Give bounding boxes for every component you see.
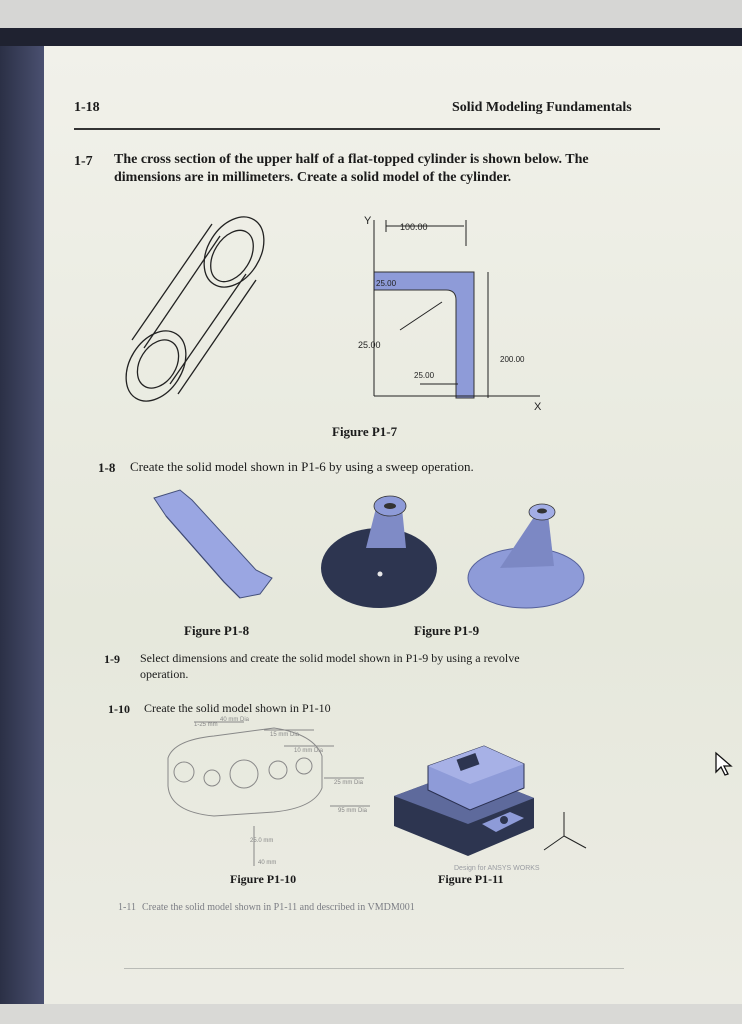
problem-number: 1-7 xyxy=(74,154,93,169)
dimension-label: 25.00 xyxy=(414,371,435,380)
dimension-label: 15 mm Dia xyxy=(270,732,300,738)
figure-caption: Figure P1-7 xyxy=(332,424,398,439)
dimension-label: 95 mm Dia xyxy=(338,808,368,814)
problem-text: Create the solid model shown in P1-10 xyxy=(144,701,331,715)
dimension-label: 100.00 xyxy=(400,222,428,232)
dimension-label: 25.00 xyxy=(358,340,381,350)
mouse-pointer-icon xyxy=(712,750,736,778)
figure-caption: Figure P1-9 xyxy=(414,623,480,638)
dimension-label: 10 mm Dia xyxy=(294,748,324,754)
cylinder-drawing xyxy=(114,206,276,412)
problem-text: The cross section of the upper half of a flat-topped cylinder is shown below. The xyxy=(114,152,589,167)
dimension-label: 1-25 mm xyxy=(194,722,218,728)
problem-text: operation. xyxy=(140,667,189,681)
dimension-label: 25 mm Dia xyxy=(334,780,364,786)
figure-caption: Figure P1-10 xyxy=(230,872,297,886)
cross-section-drawing xyxy=(374,220,540,398)
problem-number: 1-11 xyxy=(118,902,136,913)
monitor-bezel-bottom xyxy=(0,1004,742,1024)
dimension-label: 25.0 mm xyxy=(250,838,274,844)
axis-x-label: X xyxy=(534,401,542,413)
figure-caption: Figure P1-11 xyxy=(438,872,504,886)
dimension-label: 40 mm xyxy=(258,860,277,866)
header-rule xyxy=(74,128,660,130)
problem-number: 1-8 xyxy=(98,460,116,475)
footer-rule xyxy=(124,968,624,969)
problem-text: Create the solid model shown in P1-11 and described in VMDM001 xyxy=(142,902,415,913)
chapter-title: Solid Modeling Fundamentals xyxy=(452,100,632,115)
monitor-frame-band xyxy=(0,28,742,46)
figure-p1-7 xyxy=(104,206,542,426)
document-page xyxy=(44,46,742,1004)
problem-text: Select dimensions and create the solid model shown in P1-9 by using a revolve xyxy=(140,651,520,665)
problem-number: 1-10 xyxy=(108,702,130,716)
dimension-label: 25.00 xyxy=(376,279,397,288)
dimension-label: 200.00 xyxy=(500,355,525,364)
monitor-side-frame xyxy=(0,46,44,1006)
watermark-text: Design for ANSYS WORKS xyxy=(454,865,540,872)
page-number: 1-18 xyxy=(74,100,100,115)
problem-text: dimensions are in millimeters. Create a solid model of the cylinder. xyxy=(114,170,512,185)
figure-caption: Figure P1-8 xyxy=(184,623,250,638)
figure-p1-11 xyxy=(384,726,604,876)
problem-text: Create the solid model shown in P1-6 by using a sweep operation. xyxy=(130,459,474,474)
monitor-bezel-top xyxy=(0,0,742,28)
figure-p1-10 xyxy=(154,716,404,876)
axis-y-label: Y xyxy=(364,215,372,227)
dimension-label: 40 mm Dia xyxy=(220,717,250,723)
problem-number: 1-9 xyxy=(104,652,120,666)
figure-p1-8-p1-9 xyxy=(144,486,604,616)
